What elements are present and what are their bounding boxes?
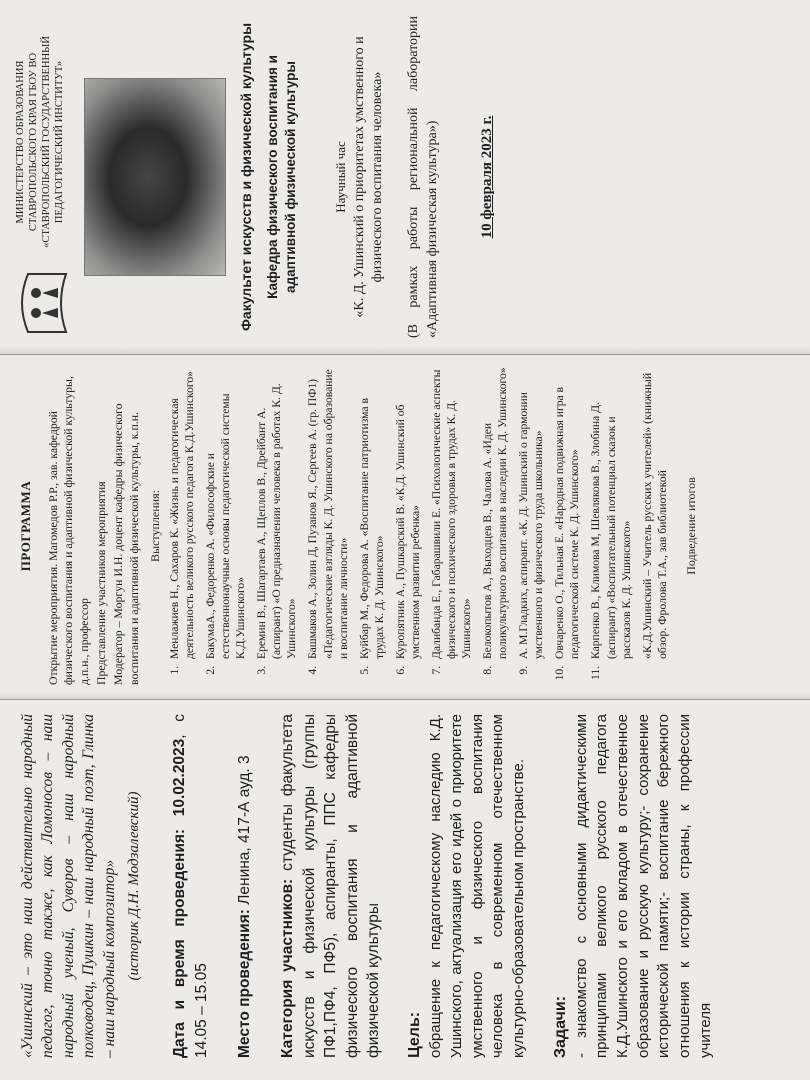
event-topic: «К. Д. Ушинский о приоритетах умственного и физического воспитания человека»: [352, 36, 386, 318]
event-kind: Научный час: [333, 141, 349, 213]
program-title: ПРОГРАММА: [18, 480, 33, 572]
portrait-photo: [84, 78, 226, 276]
speaker-item: 8. Белокопытов А., Выходцев В., Чалова А. «Идеи поликультурного воспитания в наследии К. Д. Ушинского»: [480, 367, 510, 663]
speaker-item: 5. Куйбар М., Федорова А. «Воспитание патриотизма в трудах К. Д. Ушинского»: [357, 367, 387, 663]
speaker-item: 6. Куропятник А., Пушкарский В. «К.Д. Ушинский об умственном развитии ребенка»: [393, 367, 423, 663]
fold-shadow: [0, 346, 810, 354]
category-value: студенты факультета искусств и физической культуры (группы ПФ1,ПФ4, ПФ5), аспиранты, ППС кафедры физического воспитания и адаптивной физической культуры: [279, 714, 382, 1058]
speaker-item: 1. Менлажиев Н., Сахаров К. «Жизнь и педагогическая деятельность великого русского педагога К.Д.Ушинского»: [167, 367, 197, 663]
speakers-list: [167, 367, 634, 685]
program-review: «К.Д.Ушинский – Учитель русских учителей» (книжный обзор. Фролова Т.А., зав библиотекой: [639, 372, 669, 659]
institute-logo-icon: [14, 268, 74, 338]
datetime-label: Дата и время проведения:: [171, 828, 189, 1058]
goal-label: Цель:: [406, 1011, 424, 1058]
program-intro: Представление участников мероприятия: [93, 481, 108, 685]
datetime-rest: , с 14.05 – 15.05: [171, 714, 210, 1058]
department-name: Кафедра физического воспитания и адаптивной физической культуры: [265, 55, 298, 299]
faculty-name: Факультет искусств и физической культуры: [238, 22, 254, 332]
info-panel: [0, 700, 810, 1080]
datetime-block: [169, 714, 212, 1058]
header-row: [14, 16, 74, 338]
speaker-item: 2. БакумаА., Федоренко А. «Философские и естественнонаучные основы педагогической системы К.Д.Ушинского»: [203, 367, 248, 663]
place-label: Место проведения:: [236, 909, 254, 1058]
speaker-item: 7. Далибанда Е., Габарашвили Е. «Психологические аспекты физического и психического здоровья в трудах К. Д. Ушинского»: [429, 367, 474, 663]
speakers-heading: Выступления:: [147, 490, 162, 562]
speaker-item: 4. Башмаков А., Золин Д, Пузанов Я., Сергеев А. (гр. ПФ1) «Педагогические взгляды К. Д. Ушинского на образование и воспитание личности»: [305, 367, 350, 663]
speaker-item: 3. Еремин В., Шагартаев А., Щеплов В., Дрейбант А.(аспирант) «О предназначении человека в работах К. Д. Ушинского»: [254, 367, 299, 663]
datetime-value: 10.02.2023: [171, 738, 189, 817]
program-closing: Подведение итогов: [684, 477, 699, 575]
speaker-item: 9. А. М.Гладких, аспирант. «К. Д. Ушинский о гармонии умственного и физического труда школьника»: [516, 367, 546, 663]
event-frame: (В рамках работы региональной лаборатории «Адаптивная физическая культура»): [406, 16, 441, 338]
epigraph: «Ушинский – это наш действительно народный педагог, точно также, как Ломоносов – наш народный ученый, Суворов – наш народный полководец, Пушкин – наш народный поэт, Глинка – наш народный композитор»: [19, 714, 118, 1058]
program-panel: [0, 355, 810, 700]
category-block: [277, 714, 384, 1058]
category-label: Категория участников:: [279, 878, 297, 1058]
place-value: Ленина, 417-А ауд. 3: [236, 755, 254, 905]
ministry-header: МИНИСТЕРСТВО ОБРАЗОВАНИЯ СТАВРОПОЛЬСКОГО КРАЯ ГБОУ ВО «СТАВРОПОЛЬСКИЙ ГОСУДАРСТВЕННЫЙ ПЕДАГОГИЧЕСКИЙ ИНСТИТУТ»: [15, 36, 65, 248]
speaker-item: 10. Овчаренко О., Тильная Е. «Народная подвижная игра в педагогической системе К. Д. Ушинского»: [552, 367, 582, 663]
title-panel: [0, 0, 810, 355]
epigraph-author: (историк Д.Н. Модзалевский): [126, 791, 143, 981]
program-opening: Открытие мероприятия. Магомедов Р.Р., зав. кафедрой физического воспитания и адаптивной физической культуры, д.п.н., профессор: [46, 376, 91, 685]
speaker-item: 11. Карпенко В., Климова М, Шевлякова В., Злобина Д.(аспирант) «Воспитательный потенциал сказок и рассказов К. Д. Ушинского»: [588, 367, 633, 663]
tasks-label: Задачи:: [551, 995, 569, 1058]
goal-text: обращение к педагогическому наследию К.Д. Ушинского, актуализация его идей о приоритете умственного и физического воспитания человека в современном отечественном культурно-образовательном пространстве.: [427, 714, 528, 1058]
event-date: 10 февраля 2023 г.: [479, 115, 496, 239]
program-moderator: Модератор – Моргун И.Н. доцент кафедры физического воспитания и адаптивной физической культуры, к.п.н.: [111, 403, 141, 685]
fold-shadow: [0, 691, 810, 699]
tasks-text: - знакомство с основными дидактическими принципами великого русского педагога К.Д.Ушинского и его вкладом в отечественное образование и русскую культуру;- сохранение исторической памяти;- воспитание бережного отношения к истории страны, к профессии учителя: [572, 714, 714, 1058]
place-block: [234, 714, 255, 1058]
